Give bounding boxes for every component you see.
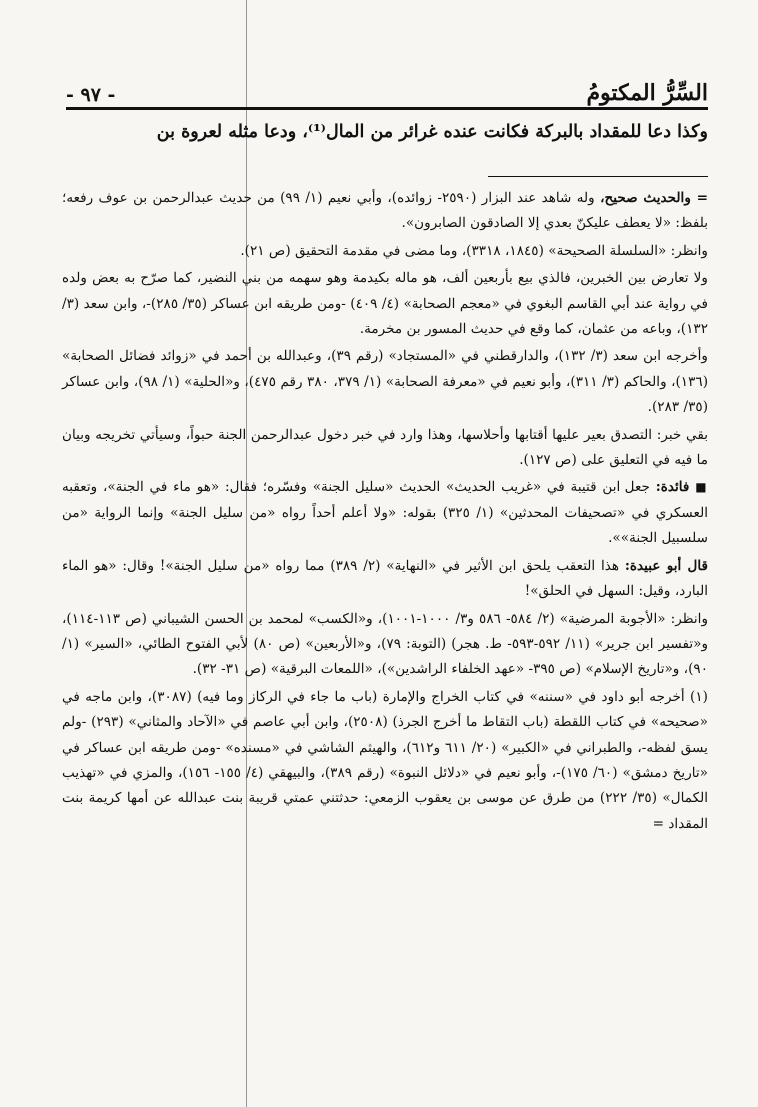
running-title: السِّرُّ المكتومُ xyxy=(586,80,708,106)
footnote-paragraph xyxy=(62,475,708,551)
footnote-separator xyxy=(488,176,708,177)
header-rule xyxy=(66,107,708,110)
footnote-paragraph: وانظر: «الأجوبة المرضية» (٢/ ٥٨٤- ٥٨٦ و٣/ ١٠٠٠-١٠٠١)، و«الكسب» لمحمد بن الحسن الشيباني (ص ١١٣-١١٤)، و«تفسير ابن جرير» (١١/ ٥٩٢-٥٩٣- ط. هجر) (التوبة: ٧٩)، و«الأربعين» (ص ٨٠) لأبي الفتوح الطائي، «السير» (١/ ٩٠)، و«تاريخ الإسلام» (ص ٣٩٥- «عهد الخلفاء الراشدين»)، «اللمعات البرقية» (ص ٣١- ٣٢). xyxy=(62,610,709,678)
footnote-text: جعل ابن قتيبة في «غريب الحديث» الحديث «سليل الجنة» وفسّره؛ فقال: «هو ماء في الجنة»، وتعقبه العسكري في «تصحيفات المحدثين» (١/ ٣٢٥) بقوله: «ولا أعلم أحداً رواه «من سليل الجنة» وإنما الرواية «من سلسبيل الجنة»». xyxy=(62,479,708,547)
footnote-paragraph xyxy=(62,186,708,237)
footnote-text: هذا التعقب يلحق ابن الأثير في «النهاية» (٢/ ٣٨٩) مما رواه «من سليل الجنة»! وقال: «هو الماء البارد، وقيل: السهل في الحلق»! xyxy=(62,557,708,600)
footnote-paragraph: ولا تعارض بين الخبرين، فالذي بيع بأربعين ألف، هو ماله بكيدمة وهو سهمه من بني النضير، كما صرّح به بعض ولده في رواية عند أبي القاسم البغوي في «معجم الصحابة» (٤/ ٤٠٩) -ومن طريقه ابن عساكر (٣٥/ ٢٨٥)-، وابن سعد (٣/ ١٣٢)، وباعه من عثمان، كما وقع في حديث المسور بن مخرمة. xyxy=(62,270,709,338)
footnote-text: وله شاهد عند البزار (٢٥٩٠- زوائده)، وأبي نعيم (١/ ٩٩) من حديث عبدالرحمن بن عوف رفعه؛ بلفظ: «لا يعطف عليكنّ بعدي إلا الصادقون الصابرون». xyxy=(62,190,708,232)
main-text: وكذا دعا للمقداد بالبركة فكانت عنده غرائر من المال⁽¹⁾، ودعا مثله لعروة بن xyxy=(156,122,708,142)
footnotes xyxy=(62,186,708,839)
footnote-paragraph: وأخرجه ابن سعد (٣/ ١٣٢)، والدارقطني في «المستجاد» (رقم ٣٩)، وعبدالله بن أحمد في «زوائد فضائل الصحابة» (١٣٦)، والحاكم (٣/ ٣١١)، وأبو نعيم في «معرفة الصحابة» (١/ ٣٧٩، ٣٨٠ رقم ٤٧٥)، و«الحلية» (١/ ٩٨)، وابن عساكر (٣٥/ ٢٨٣). xyxy=(62,348,709,416)
footnote-paragraph: بقي خبر: التصدق بعير عليها أقتابها وأحلاسها، وهذا وارد في خبر دخول عبدالرحمن الجنة حبواً، وسيأتي تخريجه وبيان ما فيه في التعليق على (ص ١٢٧). xyxy=(62,426,708,469)
footnote-lead: فائدة: xyxy=(655,479,690,496)
footnote-lead: = والحديث صحيح، xyxy=(600,190,708,206)
footnote-paragraph: (١) أخرجه أبو داود في «سننه» في كتاب الخراج والإمارة (باب ما جاء في الركاز وما فيه) (٣٠٨٧)، وابن ماجه في «صحيحه» في كتاب اللقطة (باب التقاط ما أخرج الجرذ) (٢٥٠٨)، وابن أبي عاصم في «الآحاد والمثاني» (٢٩٣) -ولم يسق لفظه-، والطبراني في «الكبير» (٢٠/ ٦١١ و٦١٢)، والهيثم الشاشي في «مسنده» -ومن طريقه ابن عساكر في «تاريخ دمشق» (٦٠/ ١٧٥)-، وأبو نعيم في «دلائل النبوة» (رقم ٣٨٩)، والبيهقي (٤/ ١٥٥- ١٥٦)، والمزي في «تهذيب الكمال» (٣٥/ ٢٢٢) من طرق عن موسى بن يعقوب الزمعي: حدثتني عمتي قريبة بنت عبدالله عن أمها كريمة بنت المقداد = xyxy=(62,688,709,832)
footnote-paragraph: وانظر: «السلسلة الصحيحة» (١٨٤٥، ٣٣١٨)، وما مضى في مقدمة التحقيق (ص ٢١). xyxy=(240,242,708,259)
square-bullet-icon: ■ xyxy=(695,480,709,495)
footnote-lead: قال أبو عبيدة: xyxy=(624,557,708,574)
footnote-paragraph xyxy=(62,554,708,605)
page-header xyxy=(66,70,708,106)
page-number: - ٩٧ - xyxy=(66,84,116,106)
